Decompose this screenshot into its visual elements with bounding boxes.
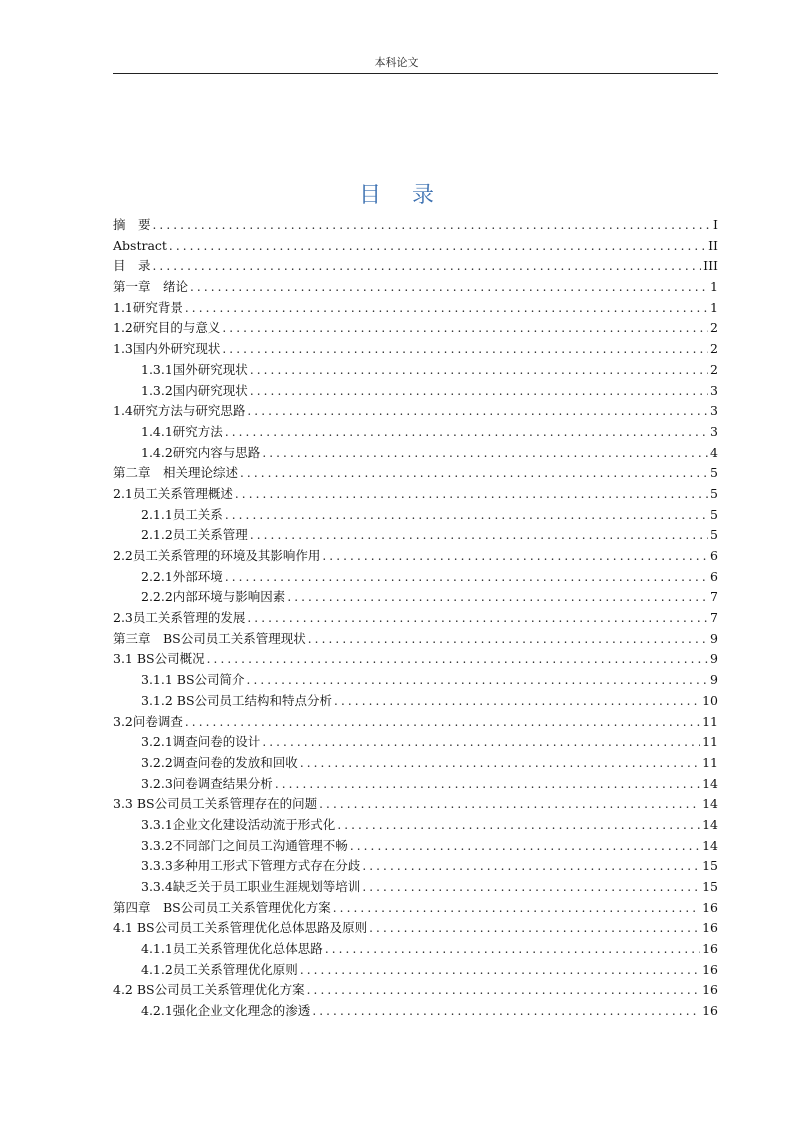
toc-entry[interactable] [113,463,718,484]
toc-entry[interactable] [113,836,718,857]
toc-entry[interactable] [113,691,718,712]
toc-entry-page-number: 16 [702,899,718,915]
toc-entry[interactable] [113,712,718,733]
toc-entry-page-number: 3 [710,382,718,398]
toc-entry-page-number: 5 [710,527,718,543]
toc-entry-label: 4.1 BS公司员工关系管理优化总体思路及原则 [113,920,368,936]
toc-entry-label: 3.2.3问卷调查结果分析 [141,775,273,791]
toc-entry-label: 3.1 BS公司概况 [113,651,205,667]
toc-dot-leader [287,587,708,608]
toc-entry-page-number: 5 [710,485,718,501]
table-of-contents [113,215,718,1022]
toc-dot-leader [169,236,706,257]
toc-entry-label: 3.3 BS公司员工关系管理存在的问题 [113,796,318,812]
toc-entry[interactable] [113,256,718,277]
toc-entry-page-number: 2 [710,320,718,336]
toc-entry-page-number: 6 [710,548,718,563]
toc-entry[interactable] [113,587,718,608]
toc-dot-leader [300,753,700,774]
toc-dot-leader [300,960,700,981]
toc-entry-label: 第四章 BS公司员工关系管理优化方案 [113,899,331,915]
toc-entry-page-number: 7 [710,610,718,626]
toc-dot-leader [262,732,700,753]
toc-entry-label: 4.1.1员工关系管理优化总体思路 [141,941,323,957]
toc-entry[interactable] [113,629,718,650]
toc-dot-leader [250,360,708,381]
toc-entry-page-number: 14 [702,796,718,812]
toc-dot-leader [247,670,709,691]
toc-entry-page-number: 11 [702,734,718,750]
toc-dot-leader [307,980,700,1001]
toc-entry-label: 2.2.1外部环境 [141,568,223,584]
toc-entry-label: 1.3国内外研究现状 [113,341,221,357]
toc-dot-leader [185,712,700,733]
toc-entry[interactable] [113,525,718,546]
toc-entry-label: 3.3.2不同部门之间员工沟通管理不畅 [141,837,348,853]
toc-entry-page-number: 3 [710,403,718,419]
toc-entry-label: 1.3.2国内研究现状 [141,382,248,398]
toc-dot-leader [207,649,708,670]
toc-dot-leader [362,856,700,877]
toc-entry-page-number: 5 [710,465,718,481]
toc-entry-label: 第三章 BS公司员工关系管理现状 [113,630,306,646]
toc-entry-label: 第二章 相关理论综述 [113,465,239,481]
toc-entry-label: 1.4.1研究方法 [141,423,223,439]
toc-entry-label: 3.1.2 BS公司员工结构和特点分析 [141,692,333,708]
toc-entry-label: 2.1员工关系管理概述 [113,485,233,501]
toc-dot-leader [250,381,708,402]
header-divider [113,73,718,74]
toc-entry-label: 3.2.2调查问卷的发放和回收 [141,754,298,770]
page-header-title: 本科论文 [374,56,419,69]
toc-entry-page-number: 14 [702,775,718,791]
toc-entry-page-number: II [708,237,718,253]
toc-entry-label: 3.2问卷调查 [113,713,183,729]
toc-entry-label: 目 录 [113,258,151,274]
toc-entry[interactable] [113,318,718,339]
toc-entry-label: 摘 要 [113,217,151,232]
toc-entry-page-number: 14 [702,816,718,832]
toc-entry-label: 1.1研究背景 [113,299,183,315]
toc-entry-page-number: 7 [710,589,718,605]
toc-dot-leader [250,525,708,546]
toc-entry[interactable] [113,753,718,774]
toc-entry-page-number: 16 [702,961,718,977]
toc-entry[interactable] [113,898,718,919]
toc-entry-label: 1.2研究目的与意义 [113,320,221,336]
toc-entry-label: 3.3.4缺乏关于员工职业生涯规划等培训 [141,879,361,894]
toc-entry-page-number: 2 [710,361,718,377]
toc-entry-label: 4.2.1强化企业文化理念的渗透 [141,1003,311,1019]
toc-entry[interactable] [113,236,718,257]
toc-entry[interactable] [113,567,718,588]
toc-entry-page-number: 10 [702,692,718,708]
toc-dot-leader [322,546,708,567]
toc-entry-label: 3.3.3多种用工形式下管理方式存在分歧 [141,858,361,874]
toc-dot-leader [312,1001,700,1022]
toc-entry[interactable] [113,608,718,629]
toc-dot-leader [225,505,708,526]
toc-entry-label: 1.4研究方法与研究思路 [113,403,246,419]
toc-dot-leader [319,794,700,815]
toc-entry[interactable] [113,732,718,753]
toc-entry-label: 2.2.2内部环境与影响因素 [141,589,286,605]
toc-entry-page-number: 14 [702,837,718,853]
toc-heading: 目 录 [359,183,446,208]
toc-entry-label: 4.1.2员工关系管理优化原则 [141,961,298,977]
toc-entry-label: Abstract [113,237,167,253]
toc-entry-label: 2.1.2员工关系管理 [141,527,248,543]
toc-entry-page-number: I [713,217,718,232]
toc-entry-page-number: 15 [702,879,718,894]
toc-entry-page-number: 9 [710,651,718,667]
toc-dot-leader [308,629,708,650]
toc-dot-leader [225,422,708,443]
toc-entry-label: 1.4.2研究内容与思路 [141,444,261,460]
toc-entry-page-number: 5 [710,506,718,522]
toc-entry[interactable] [113,1001,718,1022]
toc-entry[interactable] [113,815,718,836]
toc-dot-leader [247,401,708,422]
toc-entry[interactable] [113,339,718,360]
toc-entry[interactable] [113,877,718,898]
toc-entry-page-number: 2 [710,341,718,357]
toc-entry[interactable] [113,856,718,877]
toc-entry[interactable] [113,422,718,443]
toc-entry-page-number: 6 [710,568,718,584]
toc-entry-page-number: 16 [702,941,718,957]
toc-entry[interactable] [113,484,718,505]
toc-entry-label: 第一章 绪论 [113,279,189,295]
toc-entry-page-number: 16 [702,982,718,998]
toc-entry-page-number: 4 [710,444,718,460]
toc-entry[interactable] [113,505,718,526]
toc-dot-leader [225,567,708,588]
toc-entry-label: 3.3.1企业文化建设活动流于形式化 [141,816,336,832]
toc-entry-page-number: 15 [702,858,718,874]
toc-dot-leader [185,298,708,319]
toc-dot-leader [153,215,712,236]
toc-entry-label: 2.1.1员工关系 [141,506,223,522]
toc-entry[interactable] [113,215,718,236]
toc-dot-leader [350,836,700,857]
toc-entry-page-number: 11 [702,754,718,770]
toc-dot-leader [333,898,700,919]
toc-dot-leader [222,318,708,339]
toc-entry-label: 3.2.1调查问卷的设计 [141,734,261,750]
toc-dot-leader [362,877,700,898]
toc-dot-leader [190,277,708,298]
toc-entry[interactable] [113,939,718,960]
toc-dot-leader [369,918,700,939]
toc-entry[interactable] [113,649,718,670]
toc-entry-label: 1.3.1国外研究现状 [141,361,248,377]
toc-entry[interactable] [113,401,718,422]
toc-entry[interactable] [113,381,718,402]
toc-entry-page-number: 9 [710,630,718,646]
toc-entry-page-number: 1 [710,299,718,315]
toc-dot-leader [240,463,708,484]
toc-dot-leader [334,691,700,712]
toc-entry[interactable] [113,980,718,1001]
toc-entry-page-number: 11 [702,713,718,729]
toc-entry[interactable] [113,546,718,567]
toc-dot-leader [275,774,700,795]
toc-entry[interactable] [113,443,718,464]
toc-entry-label: 4.2 BS公司员工关系管理优化方案 [113,982,305,998]
toc-entry-page-number: 16 [702,920,718,936]
toc-entry[interactable] [113,960,718,981]
toc-entry[interactable] [113,794,718,815]
toc-dot-leader [262,443,708,464]
toc-entry-page-number: 3 [710,423,718,439]
toc-entry[interactable] [113,360,718,381]
toc-entry-label: 3.1.1 BS公司简介 [141,672,245,688]
toc-entry-label: 2.2员工关系管理的环境及其影响作用 [113,548,321,563]
toc-entry-page-number: 9 [710,672,718,688]
toc-dot-leader [247,608,708,629]
toc-entry[interactable] [113,670,718,691]
toc-dot-leader [235,484,708,505]
toc-entry[interactable] [113,277,718,298]
toc-entry-page-number: 1 [710,279,718,295]
toc-entry-label: 2.3员工关系管理的发展 [113,610,246,626]
toc-dot-leader [153,256,702,277]
toc-entry[interactable] [113,774,718,795]
toc-entry[interactable] [113,918,718,939]
toc-entry-page-number: III [703,258,718,274]
toc-dot-leader [325,939,700,960]
toc-entry[interactable] [113,298,718,319]
toc-dot-leader [222,339,708,360]
toc-dot-leader [337,815,700,836]
toc-entry-page-number: 16 [702,1003,718,1019]
